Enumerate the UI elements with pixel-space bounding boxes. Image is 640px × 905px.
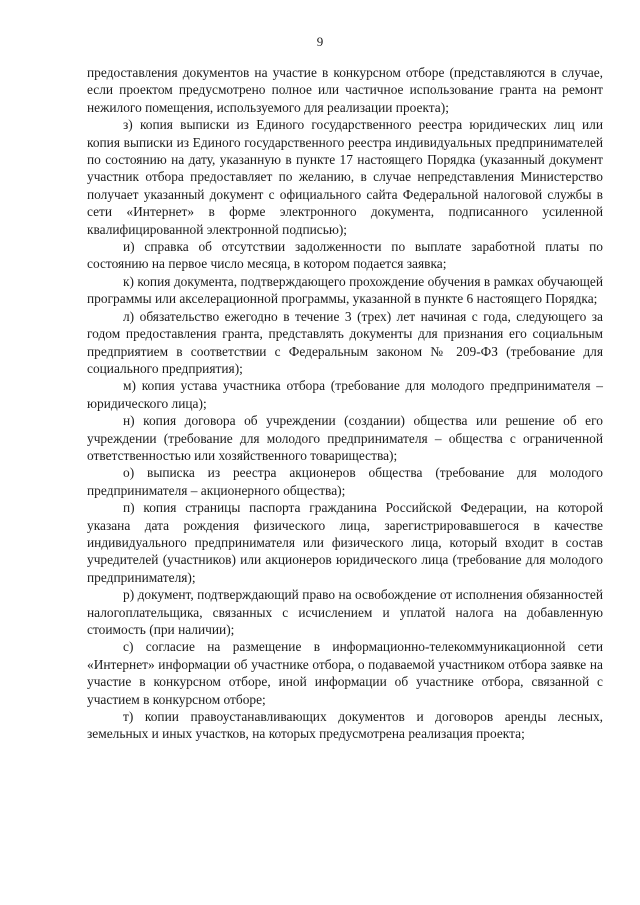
- paragraph-item-n: н) копия договора об учреждении (создании) общества или решение об его учреждении (требование для молодого предпринимателя – общества с ограниченной ответственностью или хозяйственного товарищества);: [87, 413, 603, 463]
- paragraph-item-z: з) копия выписки из Единого государственного реестра юридических лиц или копия выписки из Единого государственного реестра индивидуальных предпринимателей по состоянию на дату, указанную в пункте 17 настоящего Порядка (указанный документ участник отбора предоставляет по желанию, в случае непредставления Министерство получает указанный документ с официального сайта Федеральной налоговой службы в сети «Интернет» в форме электронного документа, подписанного усиленной квалифицированной электронной подписью);: [87, 117, 603, 237]
- page-number: 9: [316, 34, 324, 49]
- paragraph-item-p: п) копия страницы паспорта гражданина Российской Федерации, на которой указана дата рождения физического лица, зарегистрировавшегося в качестве индивидуального предпринимателя или физического лица, который входит в состав учредителей (участников) или акционеров юридического лица (требование для молодого предпринимателя);: [87, 500, 603, 585]
- paragraph-item-t: т) копии правоустанавливающих документов и договоров аренды лесных, земельных и иных участков, на которых предусмотрена реализация проекта;: [87, 709, 603, 742]
- paragraph-item-i: и) справка об отсутствии задолженности по выплате заработной платы по состоянию на первое число месяца, в котором подается заявка;: [87, 239, 603, 272]
- paragraph-item-o: о) выписка из реестра акционеров общества (требование для молодого предпринимателя – акционерного общества);: [87, 465, 603, 498]
- paragraph-item-l: л) обязательство ежегодно в течение 3 (трех) лет начиная с года, следующего за годом предоставления гранта, представлять документы для признания его социальным предприятием в соответствии с Федеральным законом № 209-ФЗ (требование для социального предприятия);: [87, 308, 603, 376]
- document-body: [87, 64, 603, 743]
- paragraph-item-r: р) документ, подтверждающий право на освобождение от исполнения обязанностей налогоплательщика, связанных с исчислением и уплатой налога на добавленную стоимость (при наличии);: [87, 587, 603, 637]
- paragraph-item-m: м) копия устава участника отбора (требование для молодого предпринимателя – юридического лица);: [87, 378, 603, 411]
- paragraph-item-s: с) согласие на размещение в информационно-телекоммуникационной сети «Интернет» информации об участнике отбора, о подаваемой участником отбора заявке на участие в конкурсном отборе, иной информации об участнике отбора, связанной с участием в конкурсном отборе;: [87, 639, 603, 707]
- paragraph-item-k: к) копия документа, подтверждающего прохождение обучения в рамках обучающей программы или акселерационной программы, указанной в пункте 6 настоящего Порядка;: [87, 273, 603, 307]
- paragraph-continuation: предоставления документов на участие в конкурсном отборе (представляются в случае, если проектом предусмотрено полное или частичное использование гранта на ремонт нежилого помещения, используемого для реализации проекта);: [87, 65, 603, 115]
